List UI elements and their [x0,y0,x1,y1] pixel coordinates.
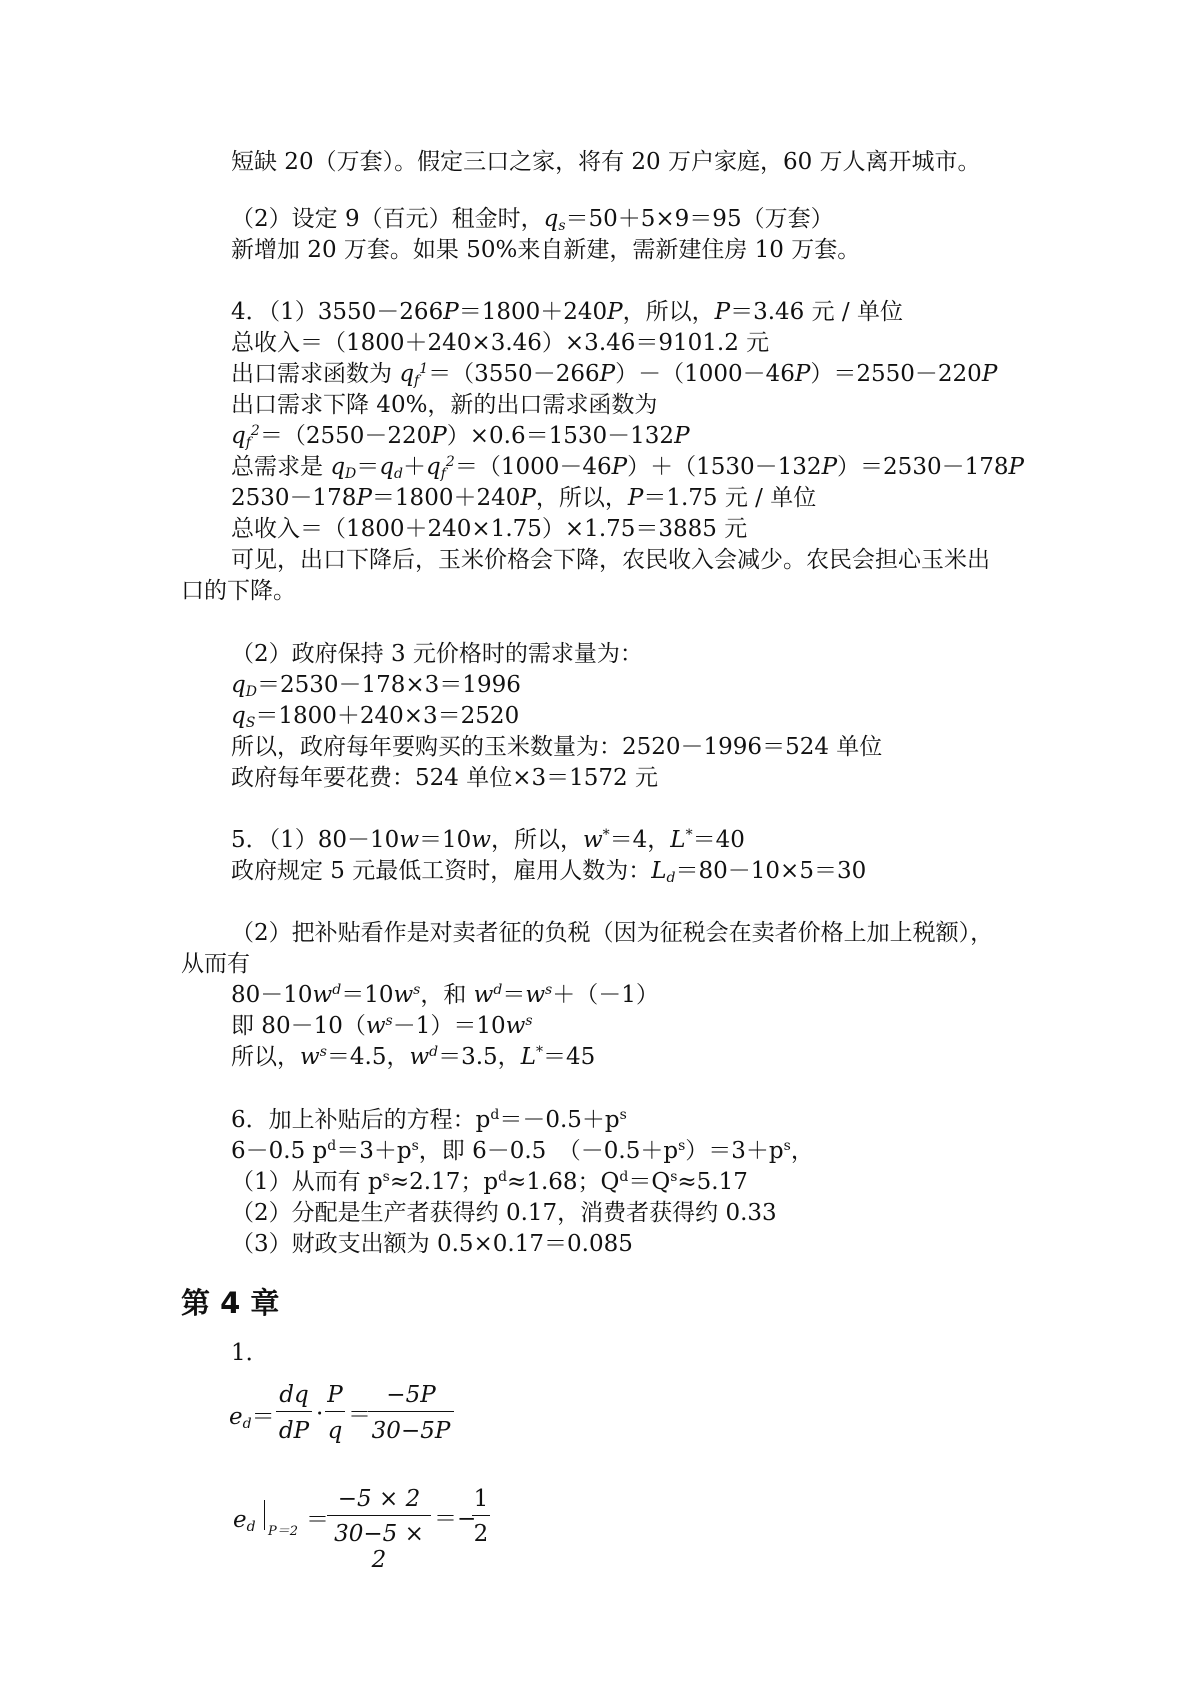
text-line: 可见，出口下降后，玉米价格会下降，农民收入会减少。农民会担心玉米出 [231,547,990,573]
fraction-numerator: −5 × 2 [337,1486,421,1512]
text-line: $80-10w^d=10w^s$，和 $w^d=w^s+(-1)$ [231,982,659,1008]
text-line: （2）把补贴看作是对卖者征的负税（因为征税会在卖者价格上加上税额）， [231,920,994,946]
text-line: 口的下降。 [181,578,296,604]
fraction-denominator: 2 [473,1521,489,1547]
text-line: 所以，$w^s=4.5$，$w^d=3.5$，L*＝45 [231,1044,596,1070]
fraction-numerator: dq [279,1382,309,1408]
text-line: 6－0.5 $p^d=3+p^s$，即 6－0.5 $(-0.5+p^s)=3+p^s$， [231,1138,814,1164]
fraction-denominator: q [327,1418,343,1444]
text-line: 政府每年要花费：524 单位×3＝1572 元 [231,765,658,791]
fraction-denominator: dP [278,1418,310,1444]
text-line: （2）设定 9（百元）租金时，$q_s=50+5\times 9=95$（万套） [231,206,834,234]
text-line: 6．加上补贴后的方程：$p^d=-0.5+p^s$ [231,1107,627,1133]
text-line: （1）从而有 $p^s\approx 2.17$；$p^d\approx 1.68$；$Q^d=Q^s\approx 5.17$ [231,1169,748,1195]
fraction-numerator: 1 [473,1486,489,1512]
text-line: 总需求是 $q_D=q_d+q_f^2=(1000-46P)+(1530-132P)=2530-178P$ [231,454,1024,482]
fraction-denominator: 30−5 × 2 [334,1521,424,1573]
text-line: 总收入＝（1800＋240×1.75）×1.75＝3885 元 [231,516,748,542]
text-line: 所以，政府每年要购买的玉米数量为：2520－1996＝524 单位 [231,734,883,760]
document-page: 短缺 20（万套）。假定三口之家，将有 20 万户家庭，60 万人离开城市。 （2）设定 9（百元）租金时，$q_s=50+5\times 9=95$（万套） 新增加 20 万套。如果 50%来自新建，需新建住房 10 万套。 4．（1）3550－266P＝1800＋240P，所以，P＝3.46 元 / 单位 总收入＝（1800＋240×3.46）×3.46＝9101.2 元 出口需求函数为 $q_f^1=(3550-266P)-(1000-46P)=2550-220P$ 出口需求下降 40%，新的出口需求函数为 $q_f^2=(2550-220P)\times 0.6=1530-132P$ 总需求是 $q_D=q_d+q_f^2=(1000-46P)+(1530-132P)=2530-178P$ 2530－178P＝1800＋240P，所以，P＝1.75 元 / 单位 总收入＝（1800＋240×1.75）×1.75＝3885 元 可见，出口下降后，玉米价格会下降，农民收入会减少。农民会担心玉米出 口的下降。 （2）政府保持 3 元价格时的需求量为： $q_D=2530-178\times 3=1996$ $q_S=1800+240\times 3=2520$ 所以，政府每年要购买的玉米数量为：2520－1996＝524 单位 政府每年要花费：524 单位×3＝1572 元 5．（1）80－10w＝10w，所以，w*＝4，L*＝40 政府规定 5 元最低工资时，雇用人数为：$L_d=80-10\times 5=30$ （2）把补贴看作是对卖者征的负税（因为征税会在卖者价格上加上税额）， 从而有 $80-10w^d=10w^s$，和 $w^d=w^s+(-1)$ 即 $80-10(w^s-1)=10w^s$ 所以，$w^s=4.5$，$w^d=3.5$，L*＝45 6．加上补贴后的方程：$p^d=-0.5+p^s$ 6－0.5 $p^d=3+p^s$，即 6－0.5 $(-0.5+p^s)=3+p^s$， （1）从而有 $p^s\approx 2.17$；$p^d\approx 1.68$；$Q^d=Q^s\approx 5.17$ （2）分配是生产者获得约 0.17，消费者获得约 0.33 （3）财政支出额为 0.5×0.17＝0.085 第 4 章 1． $e_d=$ dq dP · P q ＝ −5P 30−5P $e_d$ P＝2 ＝ −5 × 2 30−5 × 2 ＝− 1 2 [181,149,1024,1573]
text-line: 5．（1）80－10w＝10w，所以，w*＝4，L*＝40 [231,827,745,853]
text-line: 出口需求下降 40%，新的出口需求函数为 [231,392,658,418]
text-line: 2530－178P＝1800＋240P，所以，P＝1.75 元 / 单位 [231,485,817,511]
fraction-denominator: 30−5P [371,1418,451,1444]
text-line: 出口需求函数为 $q_f^1=(3550-266P)-(1000-46P)=2550-220P$ [231,361,998,389]
fraction-bar [368,1411,454,1412]
text-line: 新增加 20 万套。如果 50%来自新建，需新建住房 10 万套。 [231,237,861,263]
fraction-bar [276,1411,312,1412]
text-line: $q_f^2=(2550-220P)\times 0.6=1530-132P$ [231,423,690,451]
text-line: 总收入＝（1800＋240×3.46）×3.46＝9101.2 元 [231,330,770,356]
chapter-heading: 第 4 章 [181,1286,280,1320]
fraction-bar [325,1411,345,1412]
fraction-numerator: P [327,1382,343,1408]
text-line: 即 $80-10(w^s-1)=10w^s$ [231,1013,533,1039]
text-line: 4．（1）3550－266P＝1800＋240P，所以，P＝3.46 元 / 单位 [231,299,903,325]
fraction-bar [327,1515,431,1516]
text-line: 从而有 [181,951,250,977]
text-line: （3）财政支出额为 0.5×0.17＝0.085 [231,1231,633,1257]
fraction-bar [472,1515,490,1516]
evaluation-bar [264,1500,265,1530]
text-line: （2）政府保持 3 元价格时的需求量为： [231,641,643,667]
question-number: 1． [231,1340,269,1366]
text-line: 短缺 20（万套）。假定三口之家，将有 20 万户家庭，60 万人离开城市。 [231,149,981,175]
fraction-numerator: −5P [386,1382,436,1408]
text-line: $q_S=1800+240\times 3=2520$ [231,703,520,731]
text-line: $q_D=2530-178\times 3=1996$ [231,672,521,700]
text-line: 政府规定 5 元最低工资时，雇用人数为：$L_d=80-10\times 5=30$ [231,858,867,886]
text-line: （2）分配是生产者获得约 0.17，消费者获得约 0.33 [231,1200,777,1226]
